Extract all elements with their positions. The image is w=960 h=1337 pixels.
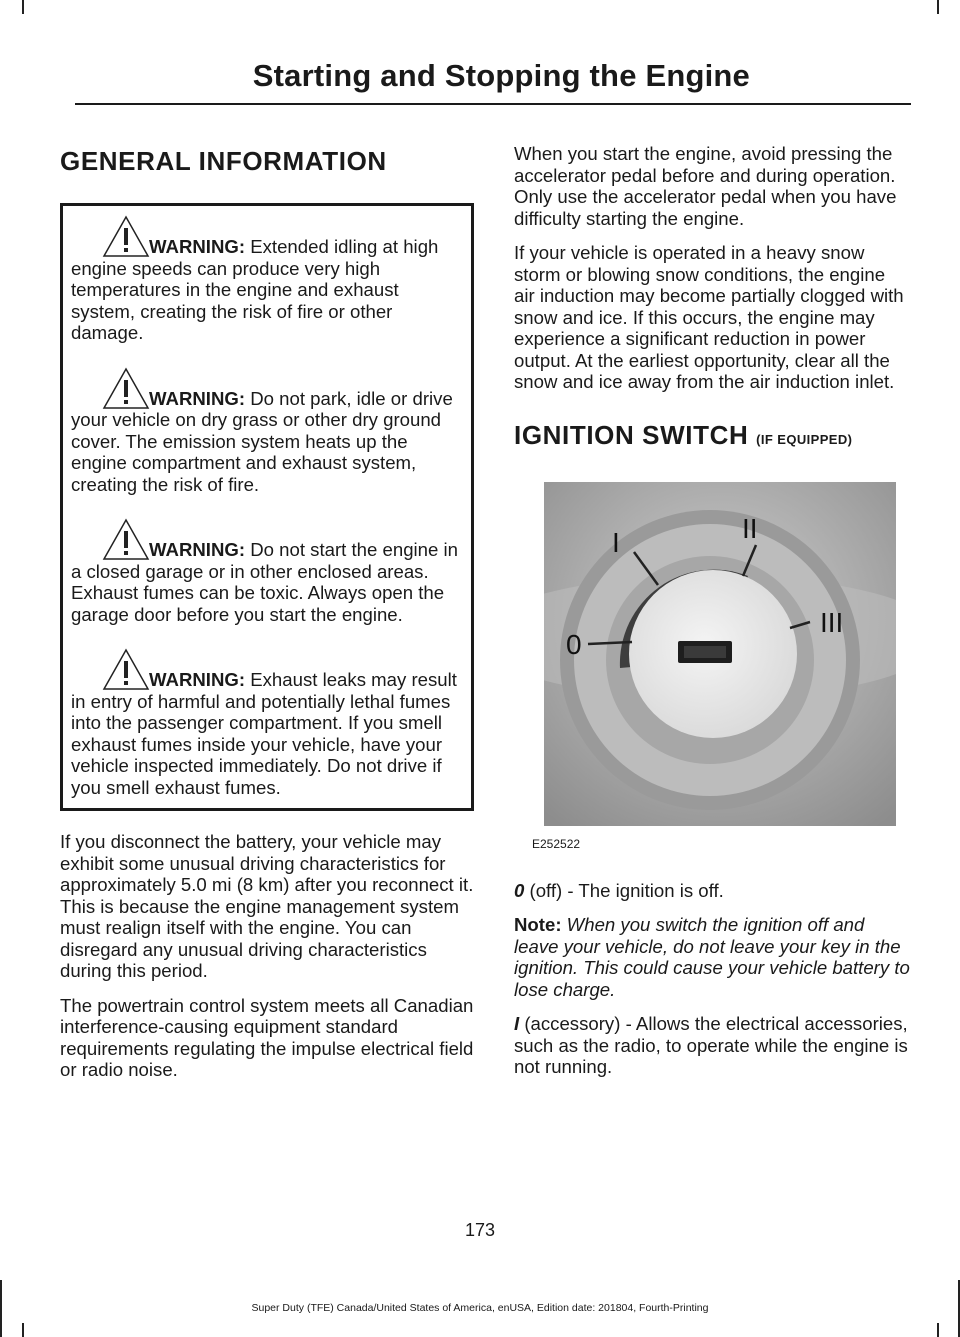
page-title: Starting and Stopping the Engine [252, 58, 750, 93]
warning-label: WARNING: [149, 669, 246, 690]
note-label: Note: [514, 914, 562, 935]
warning-body: Do not start the engine in a closed garage or in other enclosed areas. Exhaust fumes can be toxic. Always open the garage door before you start the engine. [71, 539, 458, 625]
label-position-II: II [742, 512, 758, 544]
warning-label: WARNING: [149, 236, 246, 257]
warning-body: Do not park, idle or drive your vehicle on dry grass or other dry ground cover. The emission system heats up the engine compartment and exhaust system, creating the risk of fire. [71, 387, 453, 495]
crop-mark-top-right [937, 0, 939, 14]
crop-mark-top-left [22, 0, 24, 14]
warning-box [60, 203, 474, 811]
warning-triangle-icon [101, 214, 151, 259]
section-heading-general-information: GENERAL INFORMATION [60, 146, 387, 176]
crop-mark-bottom-right-v [937, 1323, 939, 1337]
warning-triangle-icon [101, 366, 151, 411]
item-accessory [514, 1013, 910, 1078]
warning-body: Extended idling at high engine speeds can produce very high temperatures in the engine and exhaust system, creating the risk of fire or other damage. [71, 236, 439, 343]
warning-body: Exhaust leaks may result in entry of harmful and potentially lethal fumes into the passenger compartment. If you smell exhaust fumes inside your vehicle, have your vehicle inspected immediately. Do not drive if you smell exhaust fumes. [71, 669, 457, 798]
warning-item [71, 366, 463, 496]
body-paragraph: The powertrain control system meets all Canadian interference-causing equipment standard requirements regulating the impulse electrical field or radio noise. [60, 994, 474, 1080]
item-off [514, 880, 910, 902]
ignition-switch-figure [528, 482, 898, 866]
item-off-text: (off) - The ignition is off. [524, 879, 724, 901]
crop-mark-bottom-left-v [22, 1323, 24, 1337]
item-accessory-text: (accessory) - Allows the electrical accessories, such as the radio, to operate while the engine is not running. [514, 1013, 908, 1077]
footer-edition: Super Duty (TFE) Canada/United States of America, enUSA, Edition date: 201804, Fourth-Printing [251, 1302, 709, 1314]
warning-triangle-icon [101, 517, 151, 562]
item-off-key: 0 [514, 879, 525, 901]
label-position-III: III [820, 606, 844, 638]
item-accessory-key: I [514, 1013, 520, 1034]
header-divider [75, 103, 911, 105]
ignition-switch-illustration [528, 482, 898, 866]
warning-label: WARNING: [149, 387, 246, 409]
body-paragraph: If you disconnect the battery, your vehicle may exhibit some unusual driving characteristics for approximately 5.0 mi (8 km) after you reconnect it. This is because the engine management system must realign itself with the engine. You can disregard any unusual driving characteristics during this period. [60, 831, 474, 981]
label-position-0: 0 [566, 628, 582, 660]
body-paragraph: When you start the engine, avoid pressing the accelerator pedal before and during operation. Only use the accelerator pedal when you have difficulty starting the engine. [514, 143, 897, 229]
warning-item [71, 517, 463, 625]
page-number: 173 [464, 1220, 496, 1240]
warning-item [71, 214, 463, 344]
figure-id: E252522 [532, 836, 581, 851]
warning-triangle-icon [101, 647, 151, 692]
note-text: When you switch the ignition off and leave your vehicle, do not leave your key in the ignition. This could cause your vehicle battery to lose charge. [514, 914, 910, 1000]
heading-qualifier: (IF EQUIPPED) [756, 431, 853, 447]
body-paragraph: If your vehicle is operated in a heavy snow storm or blowing snow conditions, the engine air induction may become partially clogged with snow and ice. If this occurs, the engine may experience a significant reduction in power output. At the earliest opportunity, clear all the snow and ice away from the air induction inlet. [514, 242, 904, 392]
left-column [60, 143, 474, 1094]
note [514, 914, 910, 1000]
warning-item [71, 647, 463, 798]
warning-label: WARNING: [149, 539, 246, 560]
right-column [514, 143, 910, 1091]
label-position-I: I [612, 526, 620, 558]
heading-main: IGNITION SWITCH [514, 419, 749, 450]
section-heading-ignition-switch [514, 417, 910, 458]
